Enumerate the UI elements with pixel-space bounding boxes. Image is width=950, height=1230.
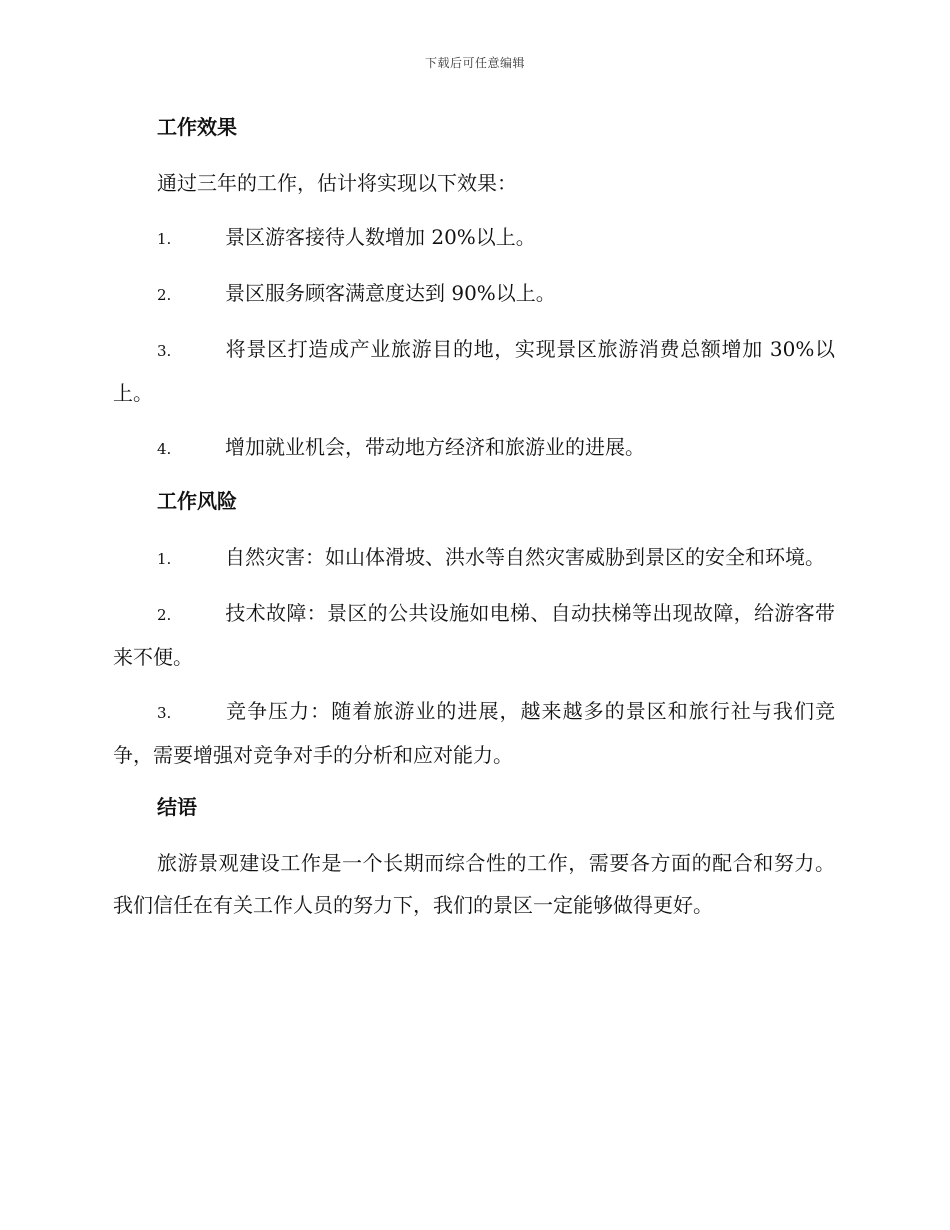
section-work-effects	[113, 108, 835, 470]
section-heading: 工作效果	[157, 115, 237, 139]
list-item-text: 技术故障：景区的公共设施如电梯、自动扶梯等出现故障，给游客带来不便。	[113, 601, 835, 669]
list-item-number: 2.	[157, 286, 172, 304]
section-heading: 工作风险	[157, 489, 237, 513]
list-item-text: 竞争压力：随着旅游业的进展，越来越多的景区和旅行社与我们竞争，需要增强对竞争对手的分析和应对能力。	[113, 699, 835, 767]
list-item-number: 1.	[157, 230, 172, 248]
list-item	[113, 328, 835, 414]
section-heading: 结语	[157, 795, 197, 819]
section-work-risks	[113, 482, 835, 776]
list-item	[113, 690, 835, 776]
list-item-number: 4.	[157, 440, 172, 458]
conclusion-body: 旅游景观建设工作是一个长期而综合性的工作，需要各方面的配合和努力。我们信任在有关工作人员的努力下，我们的景区一定能够做得更好。	[113, 851, 835, 917]
section-conclusion	[113, 788, 835, 926]
list-item-text: 将景区打造成产业旅游目的地，实现景区旅游消费总额增加 30%以上。	[113, 337, 835, 405]
list-item-text: 景区游客接待人数增加 20%以上。	[225, 225, 536, 249]
list-item-number: 1.	[157, 550, 172, 568]
list-item-text: 景区服务顾客满意度达到 90%以上。	[225, 281, 556, 305]
list-item	[113, 536, 835, 580]
list-item	[113, 592, 835, 678]
list-item-number: 2.	[157, 606, 172, 624]
list-item	[113, 426, 835, 470]
list-item	[113, 216, 835, 260]
section-intro: 通过三年的工作，估计将实现以下效果：	[157, 171, 517, 195]
list-item-number: 3.	[157, 704, 172, 722]
list-item-number: 3.	[157, 342, 172, 360]
list-item-text: 自然灾害：如山体滑坡、洪水等自然灾害威胁到景区的安全和环境。	[225, 545, 825, 569]
list-item-text: 增加就业机会，带动地方经济和旅游业的进展。	[225, 435, 645, 459]
page-header: 下载后可任意编辑	[424, 56, 525, 70]
document-body	[113, 108, 835, 938]
list-item	[113, 272, 835, 316]
